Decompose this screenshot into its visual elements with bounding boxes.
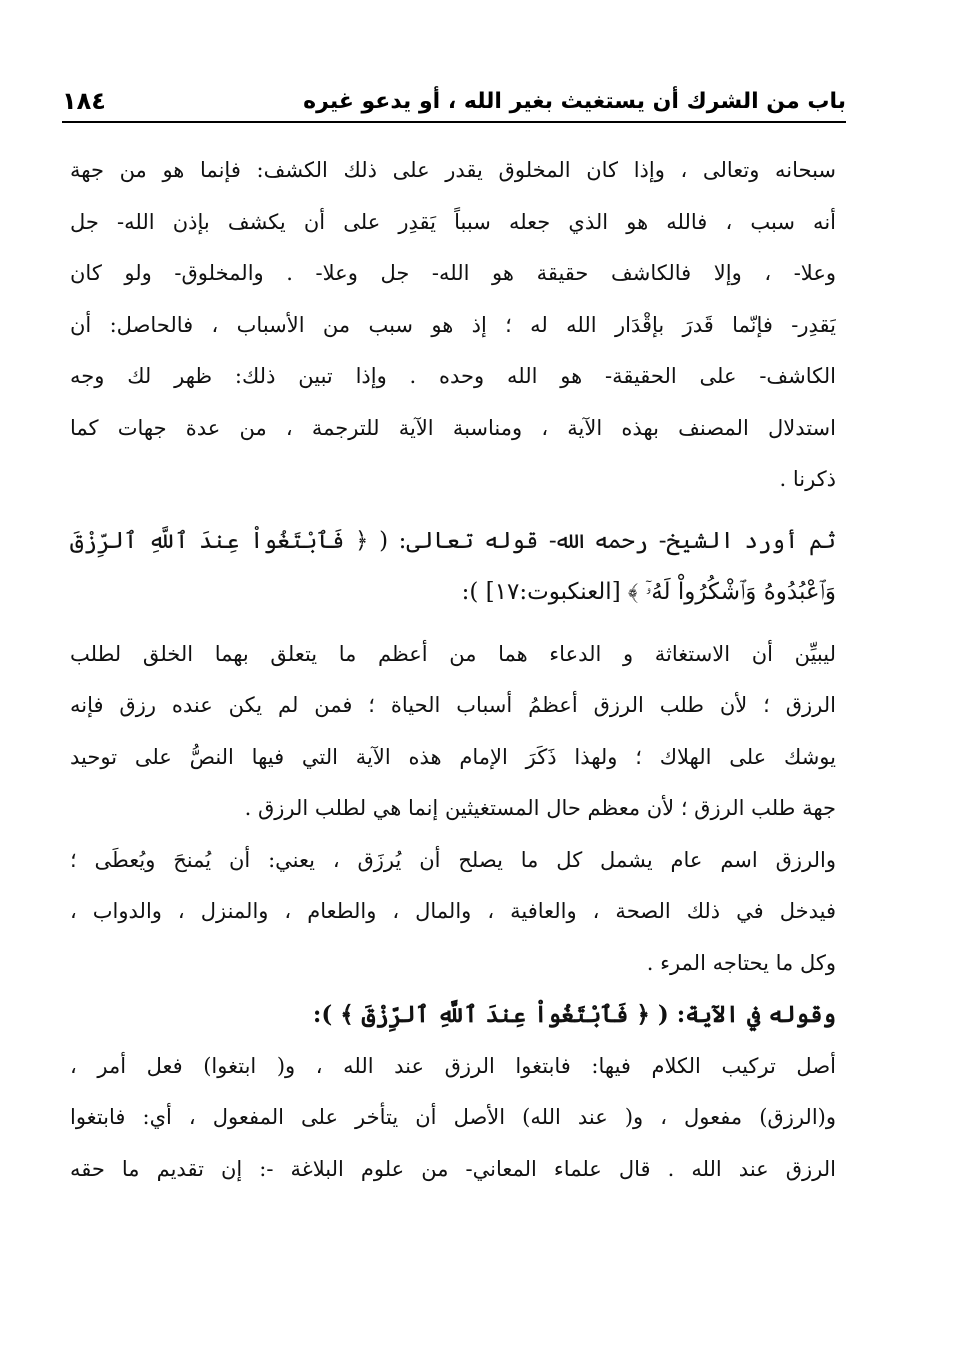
paragraph bbox=[70, 145, 836, 506]
text-line: ذكرنا . bbox=[779, 467, 836, 491]
header-rule bbox=[62, 121, 846, 123]
text-line: والرزق اسم عام يشمل كل ما يصلح أن يُرزَق ، يعني: أن يُمنحَ ويُعطَى ؛ bbox=[70, 847, 836, 872]
text-line: سبحانه وتعالى ، وإذا كان المخلوق يقدر على ذلك الكشف: فإنما هو من جهة bbox=[70, 158, 836, 182]
text-line: استدلال المصنف بهذه الآية ، ومناسبة الآية للترجمة ، من عدة جهات كما bbox=[70, 415, 836, 440]
body-text bbox=[70, 145, 836, 1195]
text-line: الرزق ؛ لأن طلب الرزق أعظمُ أسباب الحياة ؛ فمن لم يكن عنده رزق فإنه bbox=[70, 693, 836, 717]
verse-paragraph bbox=[70, 516, 836, 619]
text-line: أنه سبب ، فالله هو الذي جعله سبباً يَقدِر على أن يكشف بإذن الله- جل bbox=[70, 209, 836, 234]
paragraph-gap bbox=[70, 619, 836, 629]
paragraph bbox=[70, 1041, 836, 1196]
text-line: وعلا- ، وإلا فالكاشف حقيقة هو الله- جل وعلا- . والمخلوق- ولو كان bbox=[70, 261, 836, 285]
text-line: ثم أورد الشيخ- رحمه الله- قوله تعالى: ( ﴿ فَٱبْتَغُواْ عِندَ ٱللَّهِ ٱلرِّزْقَ bbox=[70, 527, 836, 554]
paragraph bbox=[70, 835, 836, 990]
page-header bbox=[62, 82, 846, 120]
text-line: فيدخل في ذلك الصحة ، والعافية ، والمال ، والطعام ، والمنزل ، والدواب ، bbox=[70, 899, 836, 923]
text-line: أصل تركيب الكلام فيها: فابتغوا الرزق عند الله ، و( ابتغوا) فعل أمر ، bbox=[70, 1053, 836, 1078]
running-title: باب من الشرك أن يستغيث بغير الله ، أو يدعو غيره bbox=[303, 88, 846, 114]
paragraph-gap bbox=[70, 506, 836, 516]
text-line: يوشك على الهلاك ؛ ولهذا ذَكَرَ الإمام هذه الآية التي فيها النصُّ على توحيد bbox=[70, 744, 836, 769]
text-line: و(الرزق) مفعول ، و( عند الله) الأصل أن يتأخر على المفعول ، أي: فابتغوا bbox=[70, 1105, 836, 1129]
text-line: وقوله في الآية: ( ﴿ فَٱبْتَغُواْ عِندَ ٱللَّهِ ٱلرِّزْقَ ﴾ ): bbox=[312, 1001, 836, 1028]
section-heading bbox=[70, 989, 836, 1041]
text-line: وكل ما يحتاجه المرء . bbox=[646, 950, 836, 975]
text-line: وَٱعْبُدُوهُ وَٱشْكُرُواْ لَهُۥٓ ﴾ [العنكبوت:١٧] ): bbox=[461, 579, 836, 605]
text-line: الرزق عند الله . قال علماء المعاني- من علوم البلاغة -: إن تقديم ما حقه bbox=[70, 1156, 836, 1181]
paragraph bbox=[70, 629, 836, 835]
text-line: يَقدِر- فإنّما قَدرَ بإقْدَار الله له ؛ إذ هو سبب من الأسباب ، فالحاصل: أن bbox=[70, 312, 836, 337]
page-number: ١٨٤ bbox=[62, 87, 106, 115]
text-line: جهة طلب الرزق ؛ لأن معظم حال المستغيثين إنما هي لطلب الرزق . bbox=[244, 796, 836, 820]
text-line: الكاشف- على الحقيقة- هو الله وحده . وإذا تبين ذلك: ظهر لك وجه bbox=[70, 364, 836, 388]
text-line: ليبيِّن أن الاستغاثة و الدعاء هما من أعظم ما يتعلق بهما الخلق لطلب bbox=[70, 641, 836, 666]
